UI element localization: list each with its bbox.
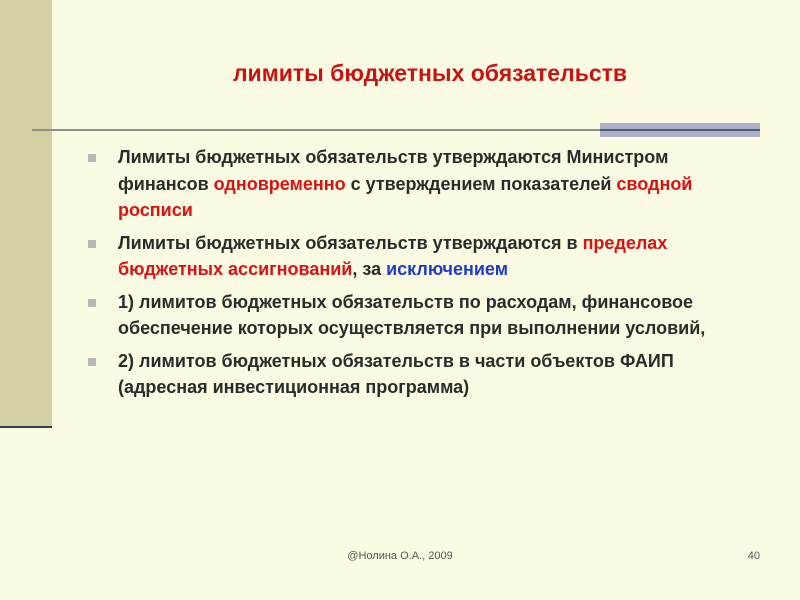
bullet-item [88,144,748,224]
bullet-text-segment: , за [352,259,387,279]
bullet-text-segment: с утверждением показателей [345,173,617,194]
highlight-red-text: пределах бюджетных ассигнований [118,232,668,279]
square-bullet-icon [88,154,96,162]
decorative-side-bar [0,0,52,426]
highlight-red-text: одновременно [213,173,346,194]
bullet-item [88,348,748,401]
highlight-blue-text: исключением [386,259,509,279]
square-bullet-icon [88,240,96,248]
decorative-side-bar-underline [0,426,52,428]
square-bullet-icon [88,358,96,366]
bullet-text-segment: 1) лимитов бюджетных обязательств по расходам, финансовое обеспечение которых осуществляется при выполнении условий, [118,291,706,338]
bullet-text-segment: Лимиты бюджетных обязательств утверждаются Министром финансов [118,147,669,194]
square-bullet-icon [88,299,96,307]
highlight-red-text: сводной росписи [118,173,693,220]
bullet-text-segment: Лимиты бюджетных обязательств утверждаются в [118,232,583,253]
bullet-item [88,230,748,283]
bullet-text-segment: 2) лимитов бюджетных обязательств в части объектов ФАИП (адресная инвестиционная программа) [118,350,674,397]
bullet-list [88,144,748,407]
bullet-item [88,289,748,342]
page-number: 40 [747,550,760,562]
divider-accent-line [600,129,760,131]
slide-title: лимиты бюджетных обязательств [232,60,628,86]
slide-footer: @Нолина О.А., 2009 [347,550,453,562]
